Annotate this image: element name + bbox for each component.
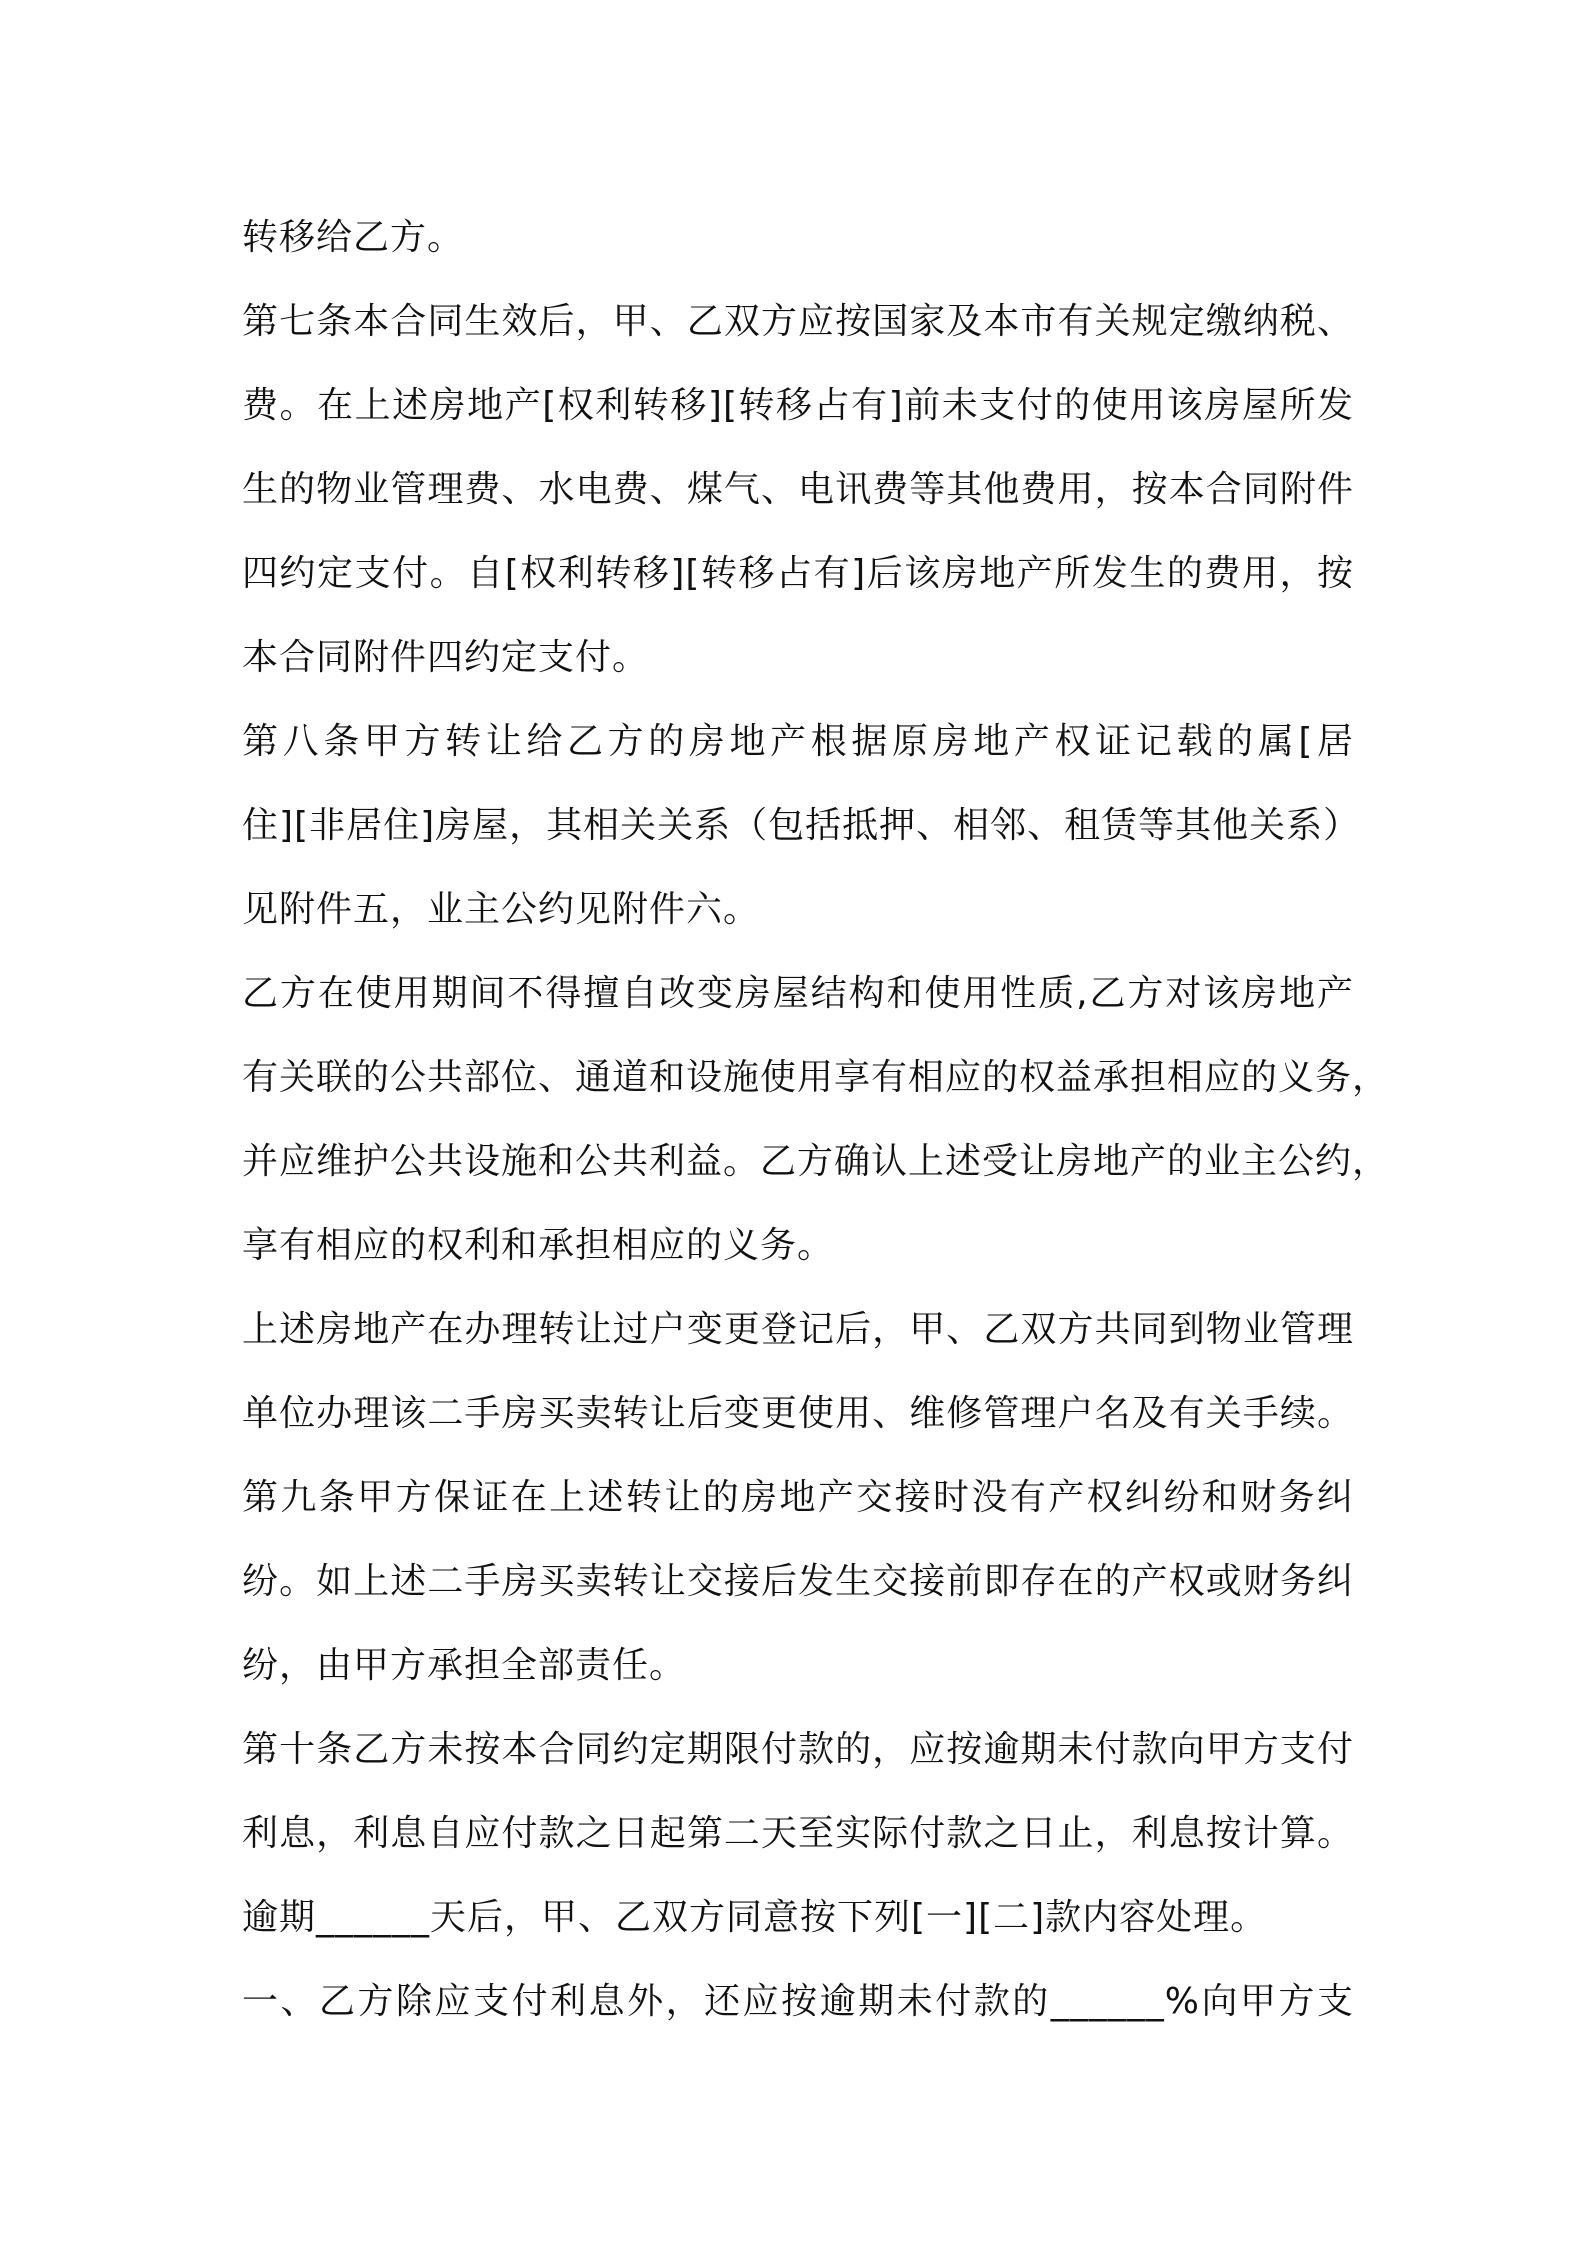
text-line: 利息，利息自应付款之日起第二天至实际付款之日止，利息按计算。 xyxy=(242,1813,1354,1854)
text-line: 并应维护公共设施和公共利益。乙方确认上述受让房地产的业主公约， xyxy=(242,1141,1390,1182)
text-line: 逾期______天后，甲、乙双方同意按下列[一][二]款内容处理。 xyxy=(242,1897,1268,1938)
text-line: 单位办理该二手房买卖转让后变更使用、维修管理户名及有关手续。 xyxy=(242,1393,1354,1434)
text-line: 见附件五，业主公约见附件六。 xyxy=(242,889,761,930)
text-line: 有关联的公共部位、通道和设施使用享有相应的权益承担相应的义务， xyxy=(242,1057,1390,1098)
text-line: 一、乙方除应支付利息外，还应按逾期未付款的______%向甲方支 xyxy=(242,1981,1354,2022)
text-line: 住][非居住]房屋，其相关关系（包括抵押、相邻、租赁等其他关系） xyxy=(242,805,1361,846)
text-line: 第十条乙方未按本合同约定期限付款的，应按逾期未付款向甲方支付 xyxy=(242,1729,1354,1770)
text-line: 享有相应的权利和承担相应的义务。 xyxy=(242,1225,835,1266)
text-line: 乙方在使用期间不得擅自改变房屋结构和使用性质,乙方对该房地产 xyxy=(242,973,1354,1014)
text-line: 四约定支付。自[权利转移][转移占有]后该房地产所发生的费用，按 xyxy=(242,553,1354,594)
text-line: 生的物业管理费、水电费、煤气、电讯费等其他费用，按本合同附件 xyxy=(242,469,1354,510)
text-line: 转移给乙方。 xyxy=(242,217,465,258)
text-line: 纷，由甲方承担全部责任。 xyxy=(242,1645,687,1686)
contract-text-body xyxy=(242,196,1390,2044)
text-line: 纷。如上述二手房买卖转让交接后发生交接前即存在的产权或财务纠 xyxy=(242,1561,1354,1602)
text-line: 费。在上述房地产[权利转移][转移占有]前未支付的使用该房屋所发 xyxy=(242,385,1354,426)
text-line: 第八条甲方转让给乙方的房地产根据原房地产权证记载的属[居 xyxy=(242,721,1354,762)
text-line: 上述房地产在办理转让过户变更登记后，甲、乙双方共同到物业管理 xyxy=(242,1309,1354,1350)
text-line: 第九条甲方保证在上述转让的房地产交接时没有产权纠纷和财务纠 xyxy=(242,1477,1354,1518)
text-line: 本合同附件四约定支付。 xyxy=(242,637,650,678)
text-line: 第七条本合同生效后，甲、乙双方应按国家及本市有关规定缴纳税、 xyxy=(242,301,1354,342)
